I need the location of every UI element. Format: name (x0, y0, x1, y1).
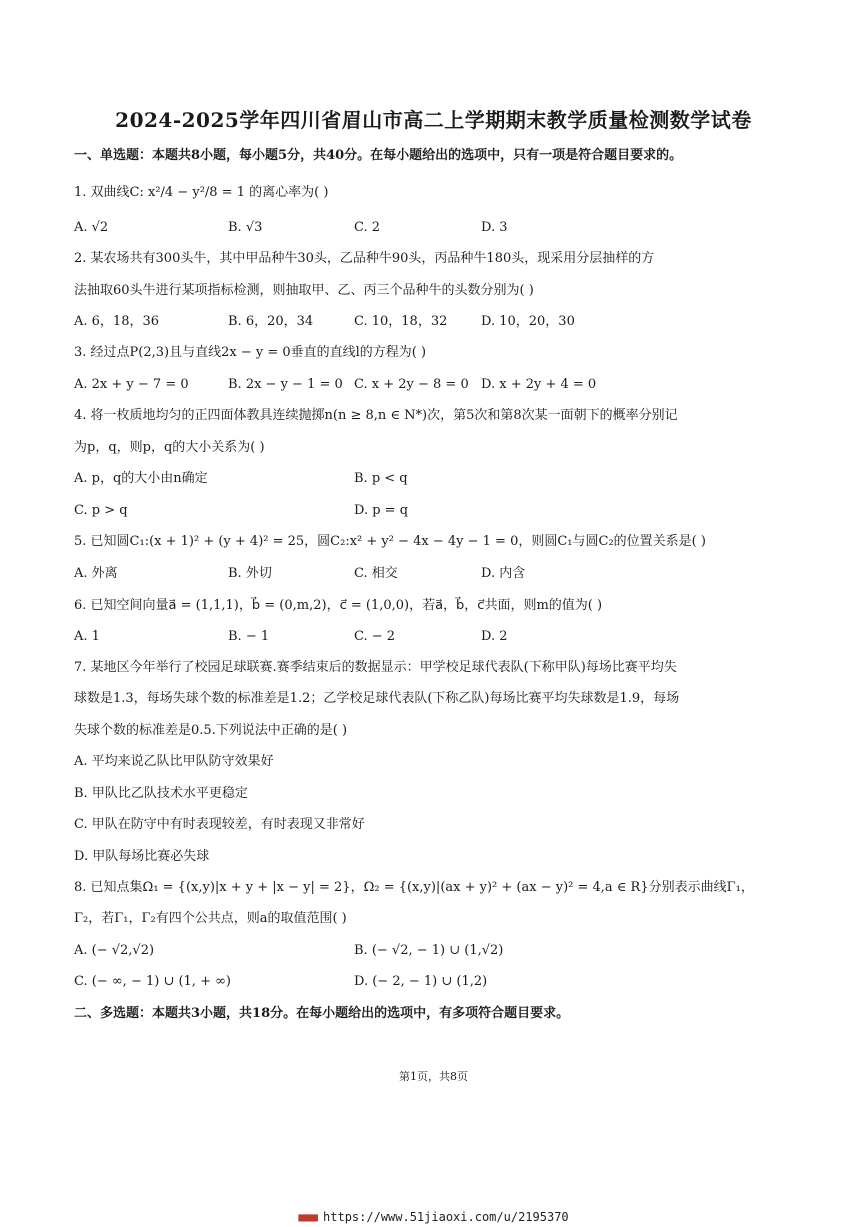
q5-option-a: A. 外离 (74, 566, 118, 581)
q4-option-c: C. p > q (74, 503, 128, 518)
q2-options (74, 313, 794, 331)
q4-options-row1 (74, 470, 794, 488)
q7-stem-line1: 7. 某地区今年举行了校园足球联赛.赛季结束后的数据显示：甲学校足球代表队(下称甲队)每场比赛平均失 (74, 660, 677, 675)
q2-option-a: A. 6，18，36 (74, 314, 160, 329)
q8-option-a: A. (− √2,√2) (74, 943, 155, 958)
q2-option-d: D. 10，20，30 (481, 314, 575, 329)
q2-option-c: C. 10，18，32 (354, 314, 448, 329)
page-footer: 第1页，共8页 (399, 1070, 468, 1083)
q6-option-d: D. 2 (481, 629, 508, 644)
q8-option-b: B. (− √2, − 1) ∪ (1,√2) (354, 943, 504, 958)
q3-option-d: D. x + 2y + 4 = 0 (481, 377, 597, 392)
q1-options (74, 219, 794, 237)
q6-option-b: B. − 1 (228, 629, 270, 644)
q8-options-row2 (74, 973, 794, 991)
q8-option-d: D. (− 2, − 1) ∪ (1,2) (354, 974, 488, 989)
q6-stem: 6. 已知空间向量a⃗ = (1,1,1)，b⃗ = (0,m,2)，c⃗ = (1,0,0)，若a⃗，b⃗，c⃗共面，则m的值为( ) (74, 598, 603, 613)
q3-option-b: B. 2x − y − 1 = 0 (228, 377, 343, 392)
q4-option-a: A. p，q的大小由n确定 (74, 471, 208, 486)
q3-option-a: A. 2x + y − 7 = 0 (74, 377, 189, 392)
q6-option-c: C. − 2 (354, 629, 396, 644)
q2-stem-line1: 2. 某农场共有300头牛，其中甲品种牛30头，乙品种牛90头，丙品种牛180头，现采用分层抽样的方 (74, 251, 655, 266)
source-url-bar (0, 1210, 867, 1224)
watermark-marks: ■■■ (298, 1210, 318, 1224)
q5-options (74, 565, 794, 583)
q4-stem-line2: 为p，q，则p，q的大小关系为( ) (74, 440, 265, 455)
q4-option-b: B. p < q (354, 471, 408, 486)
q3-options (74, 376, 794, 394)
q1-option-d: D. 3 (481, 220, 508, 235)
q5-option-b: B. 外切 (228, 566, 272, 581)
q4-stem-line1: 4. 将一枚质地均匀的正四面体教具连续抛掷n(n ≥ 8,n ∈ N*)次，第5次和第8次某一面朝下的概率分别记 (74, 408, 678, 423)
q7-option-c: C. 甲队在防守中有时表现较差，有时表现又非常好 (74, 817, 365, 832)
q6-option-a: A. 1 (74, 629, 100, 644)
q2-stem-line2: 法抽取60头牛进行某项指标检测，则抽取甲、乙、丙三个品种牛的头数分别为( ) (74, 283, 534, 298)
q8-stem-line1: 8. 已知点集Ω₁ = {(x,y)|x + y + |x − y| = 2}，Ω₂ = {(x,y)|(ax + y)² + (ax − y)² = 4,a ∈ R}分别表示曲线Γ₁， (74, 880, 754, 895)
q5-stem: 5. 已知圆C₁:(x + 1)² + (y + 4)² = 25，圆C₂:x² + y² − 4x − 4y − 1 = 0，则圆C₁与圆C₂的位置关系是( ) (74, 534, 706, 549)
q1-option-b: B. √3 (228, 220, 263, 235)
q7-option-a: A. 平均来说乙队比甲队防守效果好 (74, 754, 274, 769)
section-2-heading: 二、多选题：本题共3小题，共18分。在每小题给出的选项中，有多项符合题目要求。 (74, 1006, 570, 1021)
q7-option-b: B. 甲队比乙队技术水平更稳定 (74, 786, 248, 801)
q2-option-b: B. 6，20，34 (228, 314, 314, 329)
q5-option-d: D. 内含 (481, 566, 526, 581)
exam-title: 2024-2025学年四川省眉山市高二上学期期末教学质量检测数学试卷 (115, 108, 752, 132)
q4-option-d: D. p = q (354, 503, 409, 518)
section-1-heading: 一、单选题：本题共8小题，每小题5分，共40分。在每小题给出的选项中，只有一项是符合题目要求的。 (74, 148, 683, 163)
q8-option-c: C. (− ∞, − 1) ∪ (1, + ∞) (74, 974, 231, 989)
q7-stem-line3: 失球个数的标准差是0.5.下列说法中正确的是( ) (74, 723, 348, 738)
q1-option-c: C. 2 (354, 220, 381, 235)
q3-option-c: C. x + 2y − 8 = 0 (354, 377, 469, 392)
source-url[interactable]: https://www.51jiaoxi.com/u/2195370 (323, 1210, 569, 1224)
q3-stem: 3. 经过点P(2,3)且与直线2x − y = 0垂直的直线l的方程为( ) (74, 345, 427, 360)
q1-stem: 1. 双曲线C: x²/4 − y²/8 = 1 的离心率为( ) (74, 185, 329, 200)
q6-options (74, 628, 794, 646)
q1-option-a: A. √2 (74, 220, 109, 235)
q4-options-row2 (74, 502, 794, 520)
q7-option-d: D. 甲队每场比赛必失球 (74, 849, 210, 864)
q5-option-c: C. 相交 (354, 566, 398, 581)
q8-stem-line2: Γ₂，若Γ₁，Γ₂有四个公共点，则a的取值范围( ) (74, 911, 347, 926)
q8-options-row1 (74, 942, 794, 960)
q7-stem-line2: 球数是1.3，每场失球个数的标准差是1.2；乙学校足球代表队(下称乙队)每场比赛平均失球数是1.9，每场 (74, 691, 680, 706)
